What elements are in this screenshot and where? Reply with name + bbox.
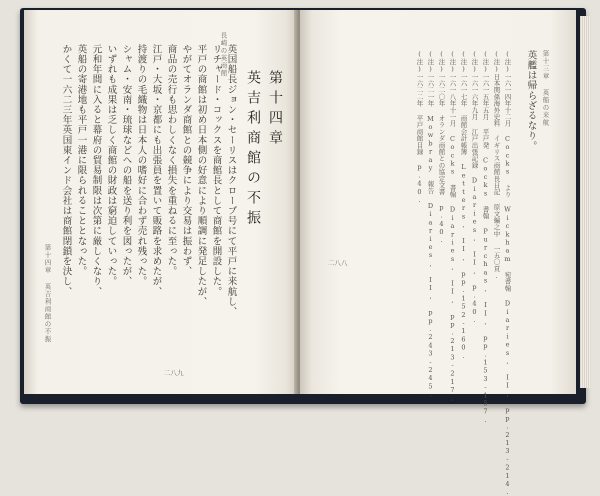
- footnote-column: (注)一六一八年十一月 Cocks 書翰 Diaries, II, pp.213-217.: [448, 50, 457, 403]
- chapter-heading: 英吉利商館の不振: [245, 70, 261, 230]
- left-page: [24, 10, 298, 394]
- left-body-column: 英船の寄港地も平戸一港に限られることとなった。: [75, 44, 87, 277]
- right-page-number: 二八八: [328, 259, 348, 267]
- footnote-column: (注)一六一六年九月 江戸出張記録 Diaries, II, p.40.: [470, 50, 479, 325]
- footnote-column: (注)一六二〇年 オランダ商館との協定文書 p.40.: [437, 50, 446, 245]
- left-body-column: 元和年間に入ると幕府の貿易制限は次第に厳しくなり、: [90, 44, 102, 297]
- left-body-column: かくて一六二三年英国東インド会社は商館閉鎖を決し、: [60, 44, 72, 297]
- left-body-column: やがてオランダ商館との競争により交易は振わず、: [180, 44, 192, 277]
- right-page: [300, 10, 576, 496]
- footnote-column: (注)一六一五年五月 平戸発 Cocks 書翰 Purchas, II, pp.153-157.: [481, 50, 490, 425]
- left-footer-column: 第十四章 英吉利商館の不振: [43, 244, 52, 343]
- left-body-column: シャム・安南・琉球などへの船を送り利を図ったが、: [120, 44, 132, 287]
- left-body-column: 商品の売行も思わしくなく損失を重ねるに至った。: [165, 44, 177, 277]
- right-body-column: 英艦は帰らざるなり。: [525, 50, 537, 151]
- chapter-number: 第十四章: [267, 70, 283, 150]
- footnote-column: (注)一六二二年 平戸商館目録 p.40.: [415, 50, 424, 205]
- footnote-column: (注)日本関係海外史料 イギリス商館長日記 原文編之中 一五〇頁.: [492, 50, 501, 281]
- left-body-column: 江戸・大坂・京都にも出張員を置いて販路を求めたが、: [150, 44, 162, 297]
- footnote-column: (注)一六二一年 Mowbray 報告 Diaries, II, pp.243-245.: [426, 50, 435, 399]
- chapter-title: [246, 70, 282, 230]
- left-body-column: 持渡りの毛織物は日本人の嗜好に合わず売れ残った。: [135, 44, 147, 287]
- right-running-header: 第十三章 英船の来航: [541, 50, 550, 127]
- left-body-column: 英国船長ジョン・セーリスはクローブ号にて平戸に来航し、: [225, 44, 237, 317]
- footnote-column: (注)一六一四年十二月 Cocks より Wickham 宛書翰 Diaries, II, pp.213-214.: [503, 50, 512, 496]
- left-body-column: リチャード・コックスを商館長として商館を開設した。: [210, 44, 222, 297]
- left-page-number: 二八九: [164, 369, 184, 377]
- footnote-column: (注)一六一七年 商館会計帳簿 Letters, II, pp.152-160.: [459, 50, 468, 360]
- left-body-column: いずれも成果は乏しく商館の財政は窮迫していった。: [105, 44, 117, 287]
- left-running-header: 長崎の英商館: [219, 32, 228, 77]
- left-body-column: 平戸の商館は初め日本側の好意により順調に発足したが、: [195, 44, 207, 307]
- page-edges: [580, 16, 590, 388]
